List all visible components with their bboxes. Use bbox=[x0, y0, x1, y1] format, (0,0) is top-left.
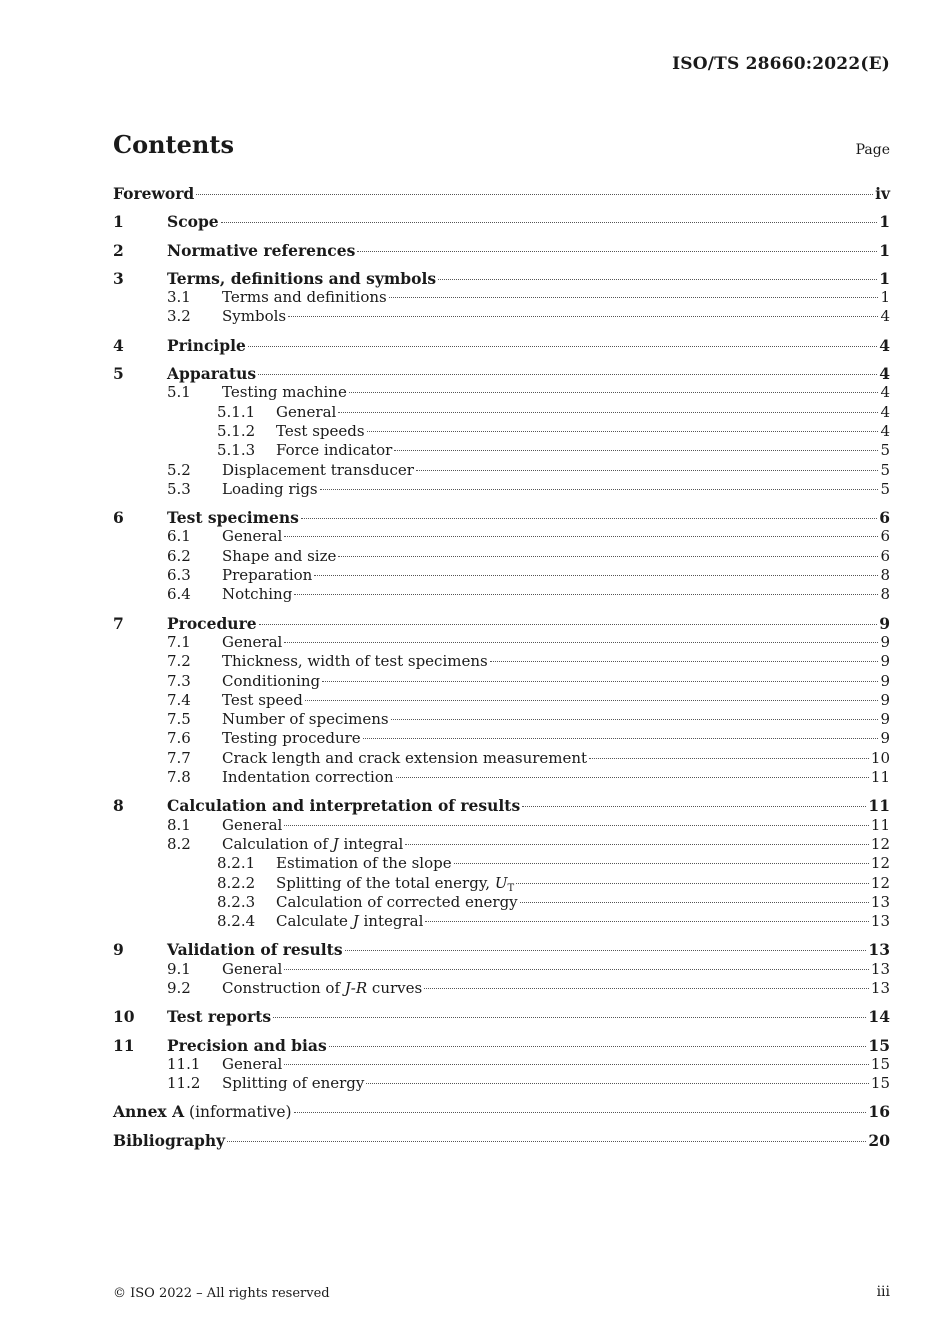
dot-leader bbox=[438, 279, 877, 280]
toc-title: Testing machine bbox=[222, 383, 347, 402]
toc-number: 5 bbox=[113, 364, 124, 384]
toc-entry-11-1[interactable] bbox=[113, 1055, 890, 1074]
dot-leader bbox=[516, 883, 869, 884]
toc-title: Number of specimens bbox=[222, 710, 389, 729]
toc-number: 5.1 bbox=[167, 383, 191, 402]
toc-title: Foreword bbox=[113, 184, 195, 203]
toc-page: 13 bbox=[870, 892, 890, 911]
toc-entry-6-4[interactable] bbox=[113, 585, 890, 604]
toc-page: 9 bbox=[880, 652, 890, 671]
toc-entry-7-6[interactable] bbox=[113, 729, 890, 748]
dot-leader bbox=[320, 489, 879, 490]
toc-title: Precision and bias bbox=[167, 1035, 327, 1055]
toc-entry-6-3[interactable] bbox=[113, 566, 890, 585]
toc-number: 5.1.1 bbox=[217, 402, 256, 421]
toc-title-italic: J-R bbox=[344, 978, 368, 997]
toc-entry-5-1-2[interactable] bbox=[113, 422, 890, 441]
toc-page: 11 bbox=[870, 768, 890, 787]
toc-number: 6.4 bbox=[167, 585, 191, 604]
toc-page: 15 bbox=[868, 1035, 890, 1055]
toc-title: Test reports bbox=[167, 1007, 272, 1027]
toc-entry-4[interactable] bbox=[113, 336, 890, 355]
toc-page: 14 bbox=[868, 1007, 890, 1027]
dot-leader bbox=[294, 594, 878, 595]
dot-leader bbox=[227, 1141, 866, 1142]
dot-leader bbox=[305, 700, 879, 701]
toc-entry-2[interactable] bbox=[113, 241, 890, 260]
toc-number: 6.3 bbox=[167, 566, 191, 585]
toc-page: 5 bbox=[880, 479, 890, 498]
dot-leader bbox=[294, 1112, 867, 1113]
toc-page: 4 bbox=[880, 383, 890, 402]
toc-entry-5-1-3[interactable] bbox=[113, 441, 890, 460]
toc-number: 5.1.3 bbox=[217, 441, 256, 460]
dot-leader bbox=[314, 575, 878, 576]
dot-leader bbox=[391, 719, 879, 720]
document-id: ISO/TS 28660:2022(E) bbox=[672, 54, 890, 74]
toc-title: Bibliography bbox=[113, 1130, 226, 1150]
toc-title: Displacement transducer bbox=[222, 460, 414, 479]
toc-title-part: Annex A bbox=[113, 1102, 185, 1122]
toc-entry-7[interactable] bbox=[113, 614, 890, 633]
toc-title: Normative references bbox=[167, 240, 356, 260]
toc-entry-8-2-1[interactable] bbox=[113, 854, 890, 873]
toc-entry-7-2[interactable] bbox=[113, 652, 890, 671]
toc-entry-9-2[interactable] bbox=[113, 979, 890, 998]
toc-number: 3.1 bbox=[167, 288, 191, 307]
toc-page: 1 bbox=[879, 268, 890, 288]
dot-leader bbox=[490, 661, 879, 662]
toc-entry-6-2[interactable] bbox=[113, 547, 890, 566]
toc-title-italic: J bbox=[332, 834, 339, 853]
toc-number: 11.1 bbox=[167, 1054, 201, 1073]
toc-entry-7-8[interactable] bbox=[113, 768, 890, 787]
dot-leader bbox=[394, 450, 878, 451]
toc-number: 3.2 bbox=[167, 307, 191, 326]
dot-leader bbox=[454, 863, 869, 864]
toc-entry-5-2[interactable] bbox=[113, 461, 890, 480]
toc-number: 7.1 bbox=[167, 632, 191, 651]
toc-title: Crack length and crack extension measurement bbox=[222, 748, 588, 767]
toc-page: 9 bbox=[880, 710, 890, 729]
toc-number: 4 bbox=[113, 335, 124, 355]
dot-leader bbox=[284, 825, 869, 826]
toc-number: 7.7 bbox=[167, 748, 191, 767]
page-column-label: Page bbox=[855, 142, 890, 158]
toc-title: Calculation of corrected energy bbox=[276, 892, 518, 911]
toc-number: 11.2 bbox=[167, 1074, 201, 1093]
toc-title bbox=[113, 1102, 292, 1122]
toc-title: Test speeds bbox=[276, 421, 365, 440]
toc-title: Splitting of energy bbox=[222, 1074, 365, 1093]
toc-title-part: curves bbox=[367, 978, 423, 997]
toc-page: 20 bbox=[868, 1130, 890, 1150]
toc-page: 13 bbox=[870, 959, 890, 978]
toc-number: 7.8 bbox=[167, 768, 191, 787]
toc-title-part: Construction of bbox=[222, 978, 345, 997]
toc-title: Principle bbox=[167, 335, 246, 355]
toc-page: iv bbox=[875, 184, 890, 203]
toc-number: 8 bbox=[113, 796, 124, 816]
toc-entry-5-3[interactable] bbox=[113, 480, 890, 499]
toc-page: 6 bbox=[879, 508, 890, 528]
toc-title-italic: U bbox=[494, 873, 508, 892]
toc-title: General bbox=[222, 815, 283, 834]
toc-page: 8 bbox=[880, 566, 890, 585]
toc-title: Terms and definitions bbox=[222, 288, 387, 307]
dot-leader bbox=[248, 346, 877, 347]
toc-entry-10[interactable] bbox=[113, 1007, 890, 1026]
copyright-notice: © ISO 2022 – All rights reserved bbox=[113, 1286, 330, 1301]
toc-title: General bbox=[222, 527, 283, 546]
toc-title: General bbox=[276, 402, 337, 421]
dot-leader bbox=[329, 1046, 867, 1047]
toc-entry-1[interactable] bbox=[113, 212, 890, 231]
dot-leader bbox=[258, 374, 877, 375]
toc-entry-6-1[interactable] bbox=[113, 527, 890, 546]
dot-leader bbox=[367, 431, 879, 432]
toc-number: 7 bbox=[113, 613, 124, 633]
toc-page: 9 bbox=[880, 632, 890, 651]
dot-leader bbox=[424, 988, 869, 989]
toc-page: 15 bbox=[870, 1074, 890, 1093]
dot-leader bbox=[522, 806, 866, 807]
toc-entry-8-2-3[interactable] bbox=[113, 893, 890, 912]
toc-page: 9 bbox=[880, 690, 890, 709]
dot-leader bbox=[416, 470, 879, 471]
toc-title: Procedure bbox=[167, 613, 257, 633]
toc-title: Indentation correction bbox=[222, 768, 394, 787]
toc-title: Thickness, width of test specimens bbox=[222, 652, 488, 671]
toc-entry-3[interactable] bbox=[113, 269, 890, 288]
toc-page: 4 bbox=[880, 307, 890, 326]
toc-page: 13 bbox=[870, 978, 890, 997]
dot-leader bbox=[273, 1017, 866, 1018]
toc-title: Validation of results bbox=[167, 940, 343, 960]
toc-title bbox=[276, 912, 423, 931]
toc-title: Shape and size bbox=[222, 546, 337, 565]
dot-leader bbox=[405, 844, 869, 845]
toc-entry-8[interactable] bbox=[113, 796, 890, 815]
toc-entry-6[interactable] bbox=[113, 508, 890, 527]
toc-number: 9.1 bbox=[167, 959, 191, 978]
toc-title-part: Splitting of the total energy, bbox=[276, 873, 495, 892]
toc-entry-7-7[interactable] bbox=[113, 749, 890, 768]
toc-page: 10 bbox=[870, 748, 890, 767]
toc-title-part: Calculation of bbox=[222, 834, 333, 853]
table-of-contents bbox=[113, 184, 890, 1150]
toc-entry-11-2[interactable] bbox=[113, 1074, 890, 1093]
toc-title: Terms, definitions and symbols bbox=[167, 268, 437, 288]
dot-leader bbox=[284, 642, 878, 643]
toc-title: Test specimens bbox=[167, 508, 299, 528]
toc-page: 15 bbox=[870, 1054, 890, 1073]
toc-number: 9 bbox=[113, 940, 124, 960]
dot-leader bbox=[284, 536, 878, 537]
toc-title: General bbox=[222, 1054, 283, 1073]
dot-leader bbox=[338, 556, 878, 557]
toc-number: 7.5 bbox=[167, 710, 191, 729]
toc-number: 8.2.3 bbox=[217, 892, 256, 911]
toc-number: 2 bbox=[113, 240, 124, 260]
toc-number: 6.1 bbox=[167, 527, 191, 546]
toc-title: Notching bbox=[222, 585, 293, 604]
toc-entry-bibliography[interactable] bbox=[113, 1131, 890, 1150]
toc-page: 5 bbox=[880, 441, 890, 460]
toc-title: Force indicator bbox=[276, 441, 393, 460]
toc-title-subscript: T bbox=[507, 882, 515, 894]
toc-number: 5.1.2 bbox=[217, 421, 256, 440]
toc-entry-5[interactable] bbox=[113, 364, 890, 383]
toc-number: 7.6 bbox=[167, 729, 191, 748]
dot-leader bbox=[284, 969, 869, 970]
toc-number: 1 bbox=[113, 212, 124, 232]
toc-title: Calculation and interpretation of results bbox=[167, 796, 521, 816]
toc-page: 5 bbox=[880, 460, 890, 479]
dot-leader bbox=[322, 681, 878, 682]
page-number: iii bbox=[876, 1284, 890, 1300]
toc-page: 1 bbox=[879, 240, 890, 260]
toc-entry-annex-a[interactable] bbox=[113, 1102, 890, 1121]
toc-title: Preparation bbox=[222, 566, 313, 585]
toc-page: 13 bbox=[868, 940, 890, 960]
toc-title-italic: J bbox=[352, 912, 359, 931]
toc-number: 8.2.2 bbox=[217, 873, 256, 892]
toc-entry-7-3[interactable] bbox=[113, 672, 890, 691]
toc-page: 8 bbox=[880, 585, 890, 604]
dot-leader bbox=[396, 777, 869, 778]
dot-leader bbox=[389, 297, 879, 298]
toc-number: 6.2 bbox=[167, 546, 191, 565]
toc-title: Testing procedure bbox=[222, 729, 361, 748]
toc-page: 6 bbox=[880, 527, 890, 546]
toc-page: 4 bbox=[879, 335, 890, 355]
toc-entry-foreword[interactable] bbox=[113, 184, 890, 203]
toc-number: 6 bbox=[113, 508, 124, 528]
dot-leader bbox=[589, 758, 869, 759]
toc-number: 10 bbox=[113, 1007, 135, 1027]
toc-entry-3-1[interactable] bbox=[113, 288, 890, 307]
toc-number: 3 bbox=[113, 268, 124, 288]
toc-number: 11 bbox=[113, 1035, 135, 1055]
toc-page: 1 bbox=[879, 212, 890, 232]
dot-leader bbox=[425, 921, 869, 922]
toc-title-part: Calculate bbox=[276, 912, 353, 931]
dot-leader bbox=[259, 624, 878, 625]
toc-number: 5.3 bbox=[167, 479, 191, 498]
toc-title: Loading rigs bbox=[222, 479, 318, 498]
toc-number: 8.2.1 bbox=[217, 854, 256, 873]
dot-leader bbox=[357, 251, 877, 252]
dot-leader bbox=[338, 412, 878, 413]
toc-page: 6 bbox=[880, 546, 890, 565]
dot-leader bbox=[301, 518, 877, 519]
toc-page: 4 bbox=[880, 421, 890, 440]
toc-number: 7.4 bbox=[167, 690, 191, 709]
toc-title: Test speed bbox=[222, 690, 303, 709]
dot-leader bbox=[349, 392, 879, 393]
toc-title-part: (informative) bbox=[184, 1103, 292, 1122]
toc-page: 16 bbox=[868, 1102, 890, 1122]
toc-entry-5-1-1[interactable] bbox=[113, 403, 890, 422]
dot-leader bbox=[288, 316, 878, 317]
toc-page: 9 bbox=[880, 729, 890, 748]
toc-entry-8-2[interactable] bbox=[113, 835, 890, 854]
toc-number: 8.1 bbox=[167, 815, 191, 834]
toc-page: 12 bbox=[870, 873, 890, 892]
toc-entry-3-2[interactable] bbox=[113, 307, 890, 326]
toc-entry-8-2-4[interactable] bbox=[113, 912, 890, 931]
contents-title: Contents bbox=[113, 130, 234, 159]
toc-number: 5.2 bbox=[167, 460, 191, 479]
toc-title: Estimation of the slope bbox=[276, 854, 452, 873]
dot-leader bbox=[345, 950, 867, 951]
toc-entry-7-1[interactable] bbox=[113, 633, 890, 652]
toc-title: Apparatus bbox=[167, 364, 257, 384]
toc-title: Symbols bbox=[222, 307, 287, 326]
toc-page: 4 bbox=[880, 402, 890, 421]
toc-title-part: integral bbox=[338, 834, 404, 853]
toc-title: Scope bbox=[167, 212, 219, 232]
toc-number: 7.2 bbox=[167, 652, 191, 671]
toc-number: 8.2 bbox=[167, 834, 191, 853]
toc-page: 11 bbox=[870, 815, 890, 834]
toc-page: 4 bbox=[879, 364, 890, 384]
dot-leader bbox=[363, 738, 879, 739]
toc-entry-9[interactable] bbox=[113, 940, 890, 959]
toc-title bbox=[222, 979, 422, 998]
toc-page: 12 bbox=[870, 854, 890, 873]
dot-leader bbox=[284, 1064, 869, 1065]
dot-leader bbox=[196, 194, 873, 195]
toc-entry-9-1[interactable] bbox=[113, 960, 890, 979]
toc-entry-8-2-2[interactable] bbox=[113, 874, 890, 893]
toc-page: 13 bbox=[870, 912, 890, 931]
toc-number: 7.3 bbox=[167, 671, 191, 690]
toc-title: Conditioning bbox=[222, 671, 321, 690]
toc-title bbox=[222, 835, 403, 854]
toc-title-part: integral bbox=[358, 912, 424, 931]
dot-leader bbox=[221, 222, 878, 223]
toc-entry-8-1[interactable] bbox=[113, 816, 890, 835]
toc-page: 1 bbox=[880, 288, 890, 307]
toc-title: General bbox=[222, 959, 283, 978]
toc-page: 9 bbox=[879, 613, 890, 633]
toc-entry-7-5[interactable] bbox=[113, 710, 890, 729]
toc-entry-7-4[interactable] bbox=[113, 691, 890, 710]
toc-entry-11[interactable] bbox=[113, 1036, 890, 1055]
dot-leader bbox=[366, 1083, 869, 1084]
toc-page: 9 bbox=[880, 671, 890, 690]
toc-page: 12 bbox=[870, 834, 890, 853]
toc-number: 8.2.4 bbox=[217, 912, 256, 931]
toc-title: General bbox=[222, 632, 283, 651]
toc-number: 9.2 bbox=[167, 978, 191, 997]
toc-page: 11 bbox=[868, 796, 890, 816]
dot-leader bbox=[520, 902, 869, 903]
toc-entry-5-1[interactable] bbox=[113, 383, 890, 402]
